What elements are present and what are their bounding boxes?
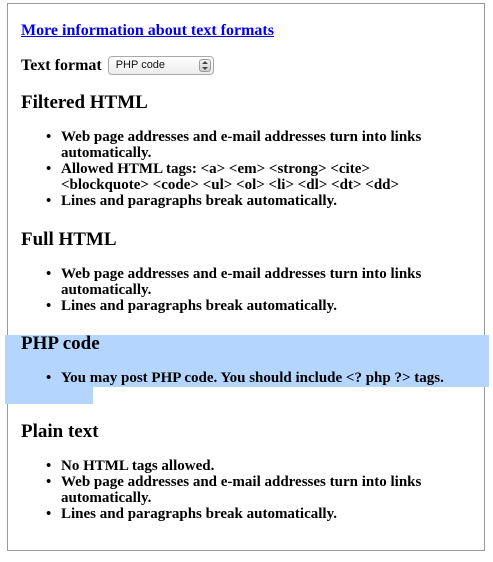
format-tips-list [21, 458, 461, 522]
text-format-select[interactable] [108, 56, 214, 75]
text-format-row [21, 56, 214, 75]
select-arrows-icon [199, 59, 211, 72]
format-section-plain-text [21, 421, 461, 522]
section-title: Full HTML [21, 229, 117, 250]
list-item: • No HTML tags allowed. [21, 458, 461, 474]
list-item: • You may post PHP code. You should include <? php ?> tags. [21, 370, 461, 386]
format-tips-list [21, 266, 461, 314]
format-section-full-html [21, 229, 461, 314]
list-item: • Allowed HTML tags: <a> <em> <strong> <cite> <blockquote> <code> <ul> <ol> <li> <dl> <dt> <dd> [21, 161, 461, 193]
list-item: • Web page addresses and e-mail addresses turn into links automatically. [21, 474, 461, 506]
list-item: • Lines and paragraphs break automatically. [21, 193, 461, 209]
list-item: • Web page addresses and e-mail addresses turn into links automatically. [21, 266, 461, 298]
more-info-link[interactable]: More information about text formats [21, 22, 274, 39]
format-tips-list [21, 370, 461, 386]
list-item: • Lines and paragraphs break automatically. [21, 506, 461, 522]
format-section-filtered-html [21, 92, 461, 209]
list-item: • Lines and paragraphs break automatically. [21, 298, 461, 314]
text-format-label: Text format [21, 56, 102, 74]
section-title: Plain text [21, 421, 99, 442]
format-tips-list [21, 129, 461, 209]
section-title: PHP code [21, 333, 100, 354]
format-section-php-code [21, 333, 461, 386]
text-format-selected-value: PHP code [115, 59, 166, 71]
text-selection-highlight-tail [5, 386, 93, 404]
list-item: • Web page addresses and e-mail addresses turn into links automatically. [21, 129, 461, 161]
section-title: Filtered HTML [21, 92, 148, 113]
